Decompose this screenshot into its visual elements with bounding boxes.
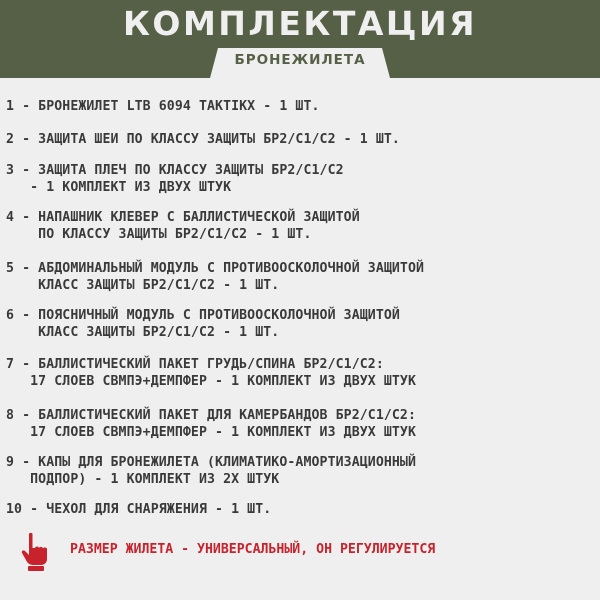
list-item: 4 - НАПАШНИК КЛЕВЕР С БАЛЛИСТИЧЕСКОЙ ЗАЩИТОЙ ПО КЛАССУ ЗАЩИТЫ БР2/С1/С2 - 1 ШТ. [6, 210, 360, 242]
size-note-text: РАЗМЕР ЖИЛЕТА - УНИВЕРСАЛЬНЫЙ, ОН РЕГУЛИРУЕТСЯ [70, 542, 436, 557]
list-item: 5 - АБДОМИНАЛЬНЫЙ МОДУЛЬ С ПРОТИВООСКОЛОЧНОЙ ЗАЩИТОЙ КЛАСС ЗАЩИТЫ БР2/С1/С2 - 1 ШТ. [6, 261, 425, 293]
size-note [18, 532, 588, 572]
list-item: 10 - ЧЕХОЛ ДЛЯ СНАРЯЖЕНИЯ - 1 ШТ. [6, 502, 272, 517]
pointing-hand-icon [18, 532, 50, 572]
page-subtitle: БРОНЕЖИЛЕТА [234, 52, 366, 68]
list-item: 2 - ЗАЩИТА ШЕИ ПО КЛАССУ ЗАЩИТЫ БР2/С1/С2 - 1 ШТ. [6, 132, 400, 147]
list-item: 3 - ЗАЩИТА ПЛЕЧ ПО КЛАССУ ЗАЩИТЫ БР2/С1/С2 - 1 КОМПЛЕКТ ИЗ ДВУХ ШТУК [6, 163, 344, 195]
page-title: КОМПЛЕКТАЦИЯ [122, 4, 478, 43]
list-item: 8 - БАЛЛИСТИЧЕСКИЙ ПАКЕТ ДЛЯ КАМЕРБАНДОВ БР2/С1/С2: 17 СЛОЕВ СВМПЭ+ДЕМПФЕР - 1 КОМПЛЕКТ ИЗ ДВУХ ШТУК [6, 408, 417, 440]
list-item: 9 - КАПЫ ДЛЯ БРОНЕЖИЛЕТА (КЛИМАТИКО-АМОРТИЗАЦИОННЫЙ ПОДПОР) - 1 КОМПЛЕКТ ИЗ 2Х ШТУК [6, 455, 417, 487]
header-banner [0, 0, 600, 78]
list-item: 7 - БАЛЛИСТИЧЕСКИЙ ПАКЕТ ГРУДЬ/СПИНА БР2/С1/С2: 17 СЛОЕВ СВМПЭ+ДЕМПФЕР - 1 КОМПЛЕКТ ИЗ ДВУХ ШТУК [6, 357, 417, 389]
list-item: 6 - ПОЯСНИЧНЫЙ МОДУЛЬ С ПРОТИВООСКОЛОЧНОЙ ЗАЩИТОЙ КЛАСС ЗАЩИТЫ БР2/С1/С2 - 1 ШТ. [6, 308, 400, 340]
list-item: 1 - БРОНЕЖИЛЕТ LTB 6094 TAKTIKX - 1 ШТ. [6, 99, 320, 114]
